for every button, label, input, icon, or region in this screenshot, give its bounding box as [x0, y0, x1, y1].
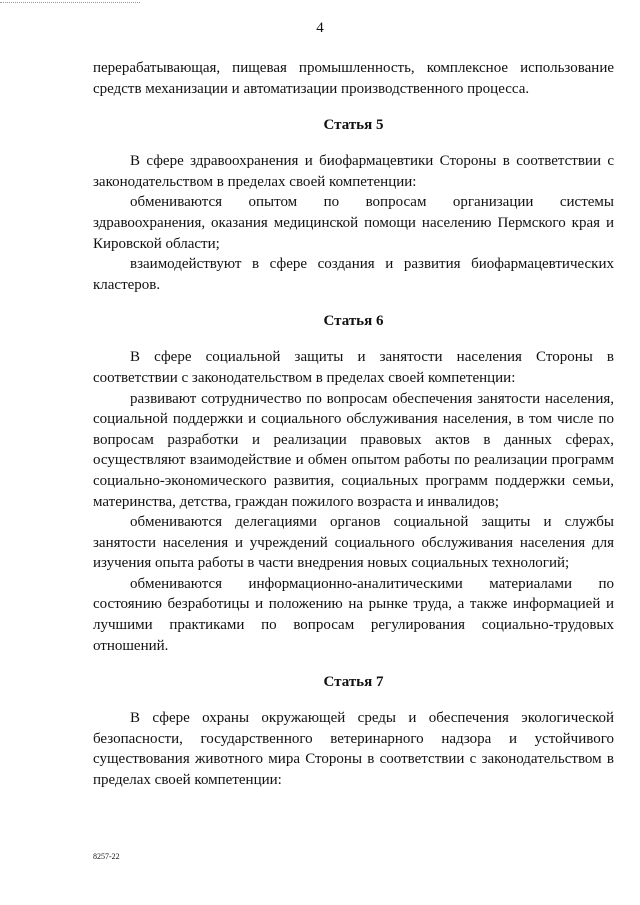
article-5-paragraph: обмениваются опытом по вопросам организации системы здравоохранения, оказания медицинской помощи населению Пермского края и Кировской области; [93, 194, 614, 252]
page-number: 4 [316, 20, 324, 36]
article-7-heading: Статья 7 [323, 674, 384, 691]
article-5-heading: Статья 5 [323, 117, 384, 134]
article-6-paragraph: В сфере социальной защиты и занятости населения Стороны в соответствии с законодательством в пределах своей компетенции: [93, 349, 614, 386]
document-registration-code: 8257-22 [93, 852, 120, 861]
article-6-paragraph: обмениваются информационно-аналитическими материалами по состоянию безработицы и положению на рынке труда, а также информацией и лучшими практиками по вопросам регулирования социально-трудовых отношений. [93, 575, 614, 654]
article-7-paragraph: В сфере охраны окружающей среды и обеспечения экологической безопасности, государственного ветеринарного надзора и устойчивого существования животного мира Стороны в соответствии с законодательством в пределах своей компетенции: [93, 710, 614, 789]
scan-artifact-line [0, 2, 140, 3]
article-6-paragraph: развивают сотрудничество по вопросам обеспечения занятости населения, социальной поддержки и социального обслуживания населения, в том числе по вопросам разработки и реализации правовых актов в данных сферах, осуществляют взаимодействие и обмен опытом работы по реализации программ социально-экономического развития, социальных программ поддержки семьи, материнства, детства, граждан пожилого возраста и инвалидов; [93, 390, 614, 510]
article-6-heading: Статья 6 [323, 313, 384, 330]
article-5-paragraph: взаимодействуют в сфере создания и развития биофармацевтических кластеров. [93, 256, 614, 293]
intro-paragraph: перерабатывающая, пищевая промышленность, комплексное использование средств механизации и автоматизации производственного процесса. [93, 60, 614, 97]
article-5-paragraph: В сфере здравоохранения и биофармацевтики Стороны в соответствии с законодательством в пределах своей компетенции: [93, 153, 614, 190]
article-6-paragraph: обмениваются делегациями органов социальной защиты и службы занятости населения и учреждений социального обслуживания населения для изучения опыта работы в части внедрения новых социальных технологий; [93, 514, 614, 572]
document-body [93, 58, 614, 791]
